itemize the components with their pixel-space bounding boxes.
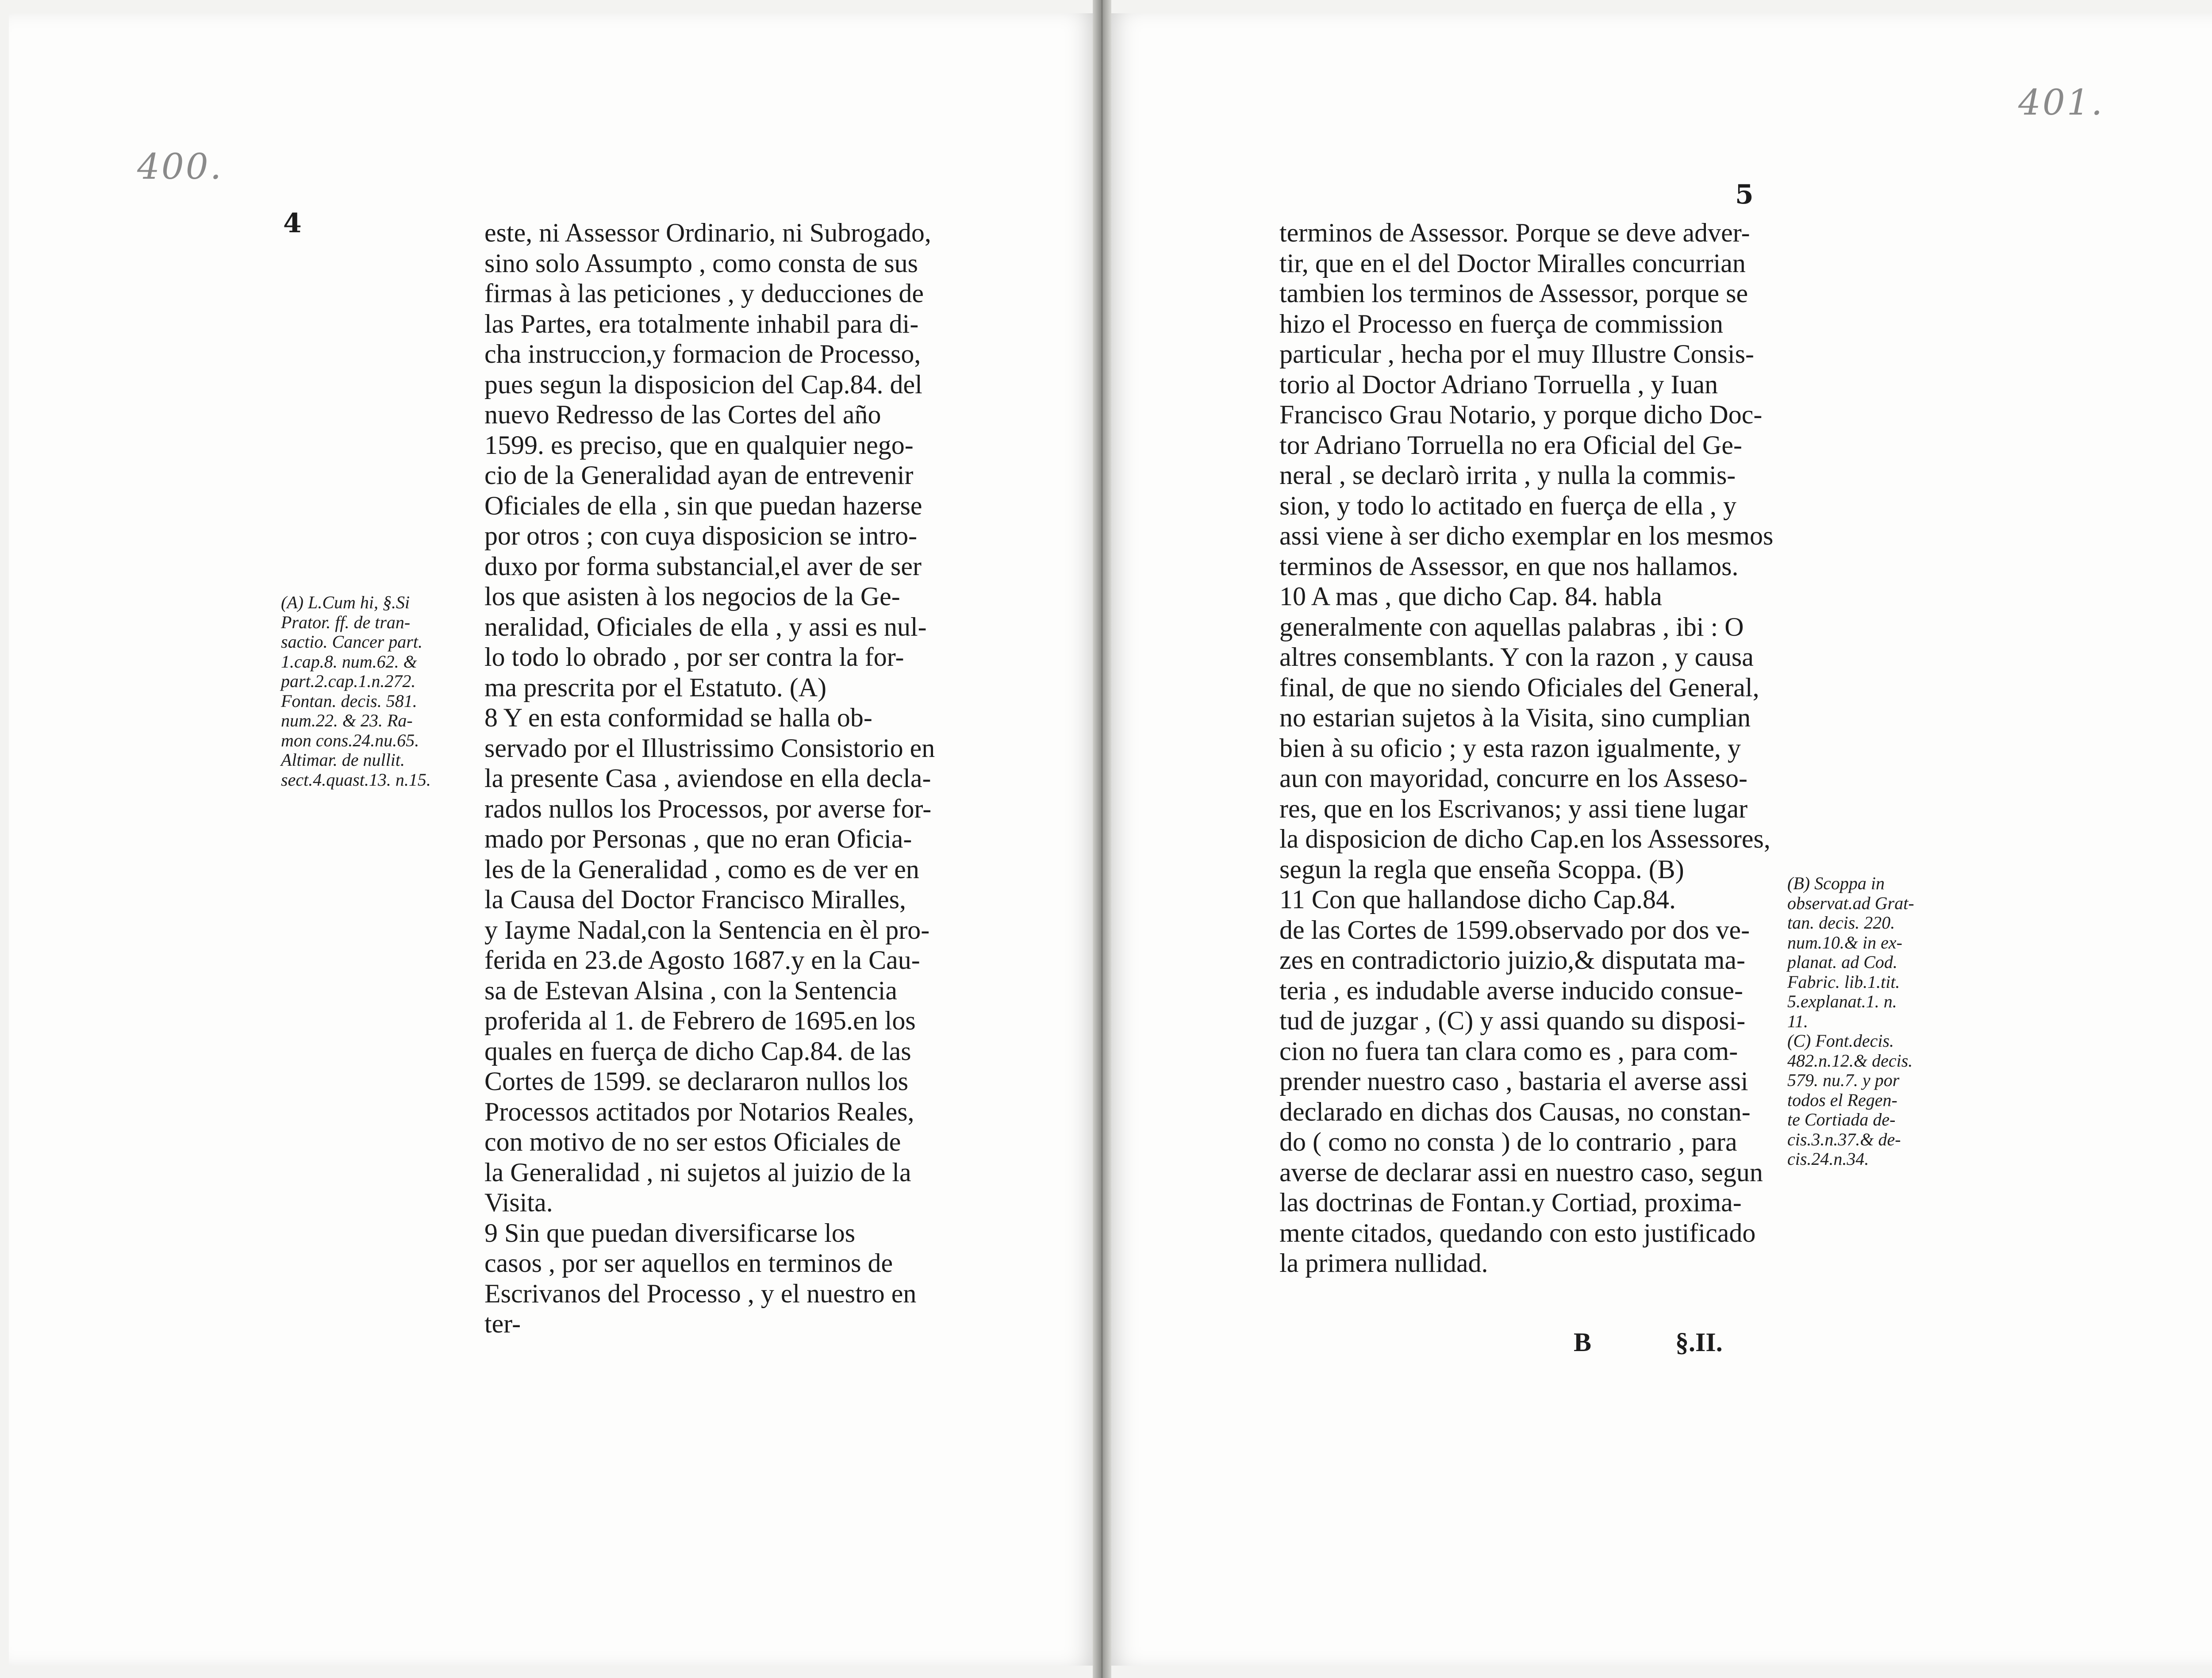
side-note-line: (C) Font.decis.	[1787, 1031, 1894, 1051]
side-note-line: Fontan. decis. 581.	[281, 691, 417, 711]
side-note-line: te Cortiada de-	[1787, 1110, 1896, 1129]
text-line: tud de juzgar , (C) y assi quando su disposi-	[1279, 1006, 1746, 1035]
text-line: sion, y todo lo actitado en fuerça de ella , y	[1279, 491, 1736, 520]
text-line: los que asisten à los negocios de la Ge-	[484, 582, 900, 611]
text-line: tambien los terminos de Assessor, porque se	[1279, 279, 1748, 308]
text-line: pues segun la disposicion del Cap.84. del	[484, 369, 922, 399]
text-line: particular , hecha por el muy Illustre Consis-	[1279, 339, 1755, 369]
text-line: servado por el Illustrissimo Consistorio en	[484, 733, 935, 763]
text-line: Processos actitados por Notarios Reales,	[484, 1097, 914, 1126]
text-line: por otros ; con cuya disposicion se intro-	[484, 521, 918, 550]
side-note-line: (A) L.Cum hi, §.Si	[281, 592, 410, 612]
text-line: cha instruccion,y formacion de Processo,	[484, 339, 921, 369]
text-line: generalmente con aquellas palabras , ibi : O	[1279, 612, 1744, 641]
side-note-line: todos el Regen-	[1787, 1090, 1897, 1110]
text-line: altres consemblants. Y con la razon , y causa	[1279, 642, 1754, 672]
right-handwritten-folio: 401.	[2018, 82, 2104, 123]
text-line: ter-	[484, 1309, 521, 1338]
text-line: segun la regla que enseña Scoppa. (B)	[1279, 854, 1684, 884]
text-line: terminos de Assessor, en que nos hallamos.	[1279, 551, 1739, 581]
side-note-line: planat. ad Cod.	[1787, 952, 1897, 972]
side-note-line: cis.3.n.37.& de-	[1787, 1129, 1901, 1149]
text-line: la Generalidad , ni sujetos al juizio de la	[484, 1157, 911, 1187]
side-note-line: observat.ad Grat-	[1787, 893, 1914, 913]
side-note-line: Fabric. lib.1.tit.	[1787, 971, 1900, 992]
side-note-line: Altimar. de nullit.	[281, 750, 405, 770]
side-note-line: tan. decis. 220.	[1787, 913, 1895, 933]
text-line: no estarian sujetos à la Visita, sino cumplian	[1279, 703, 1751, 732]
text-line: 9 Sin que puedan diversificarse los	[484, 1218, 856, 1248]
text-line: proferida al 1. de Febrero de 1695.en los	[484, 1006, 916, 1035]
text-line: 11 Con que hallandose dicho Cap.84.	[1279, 885, 1676, 914]
side-note-line: num.10.& in ex-	[1787, 932, 1902, 952]
text-line: Escrivanos del Processo , y el nuestro en	[484, 1279, 917, 1308]
text-line: con motivo de no ser estos Oficiales de	[484, 1127, 901, 1156]
text-line: firmas à las peticiones , y deducciones de	[484, 279, 924, 308]
right-side-note	[1787, 874, 1914, 1169]
text-line: Visita.	[484, 1188, 553, 1217]
right-page	[1111, 13, 2212, 1666]
text-line: rados nullos los Processos, por averse for-	[484, 794, 932, 823]
text-line: de las Cortes de 1599.observado por dos ve-	[1279, 915, 1750, 945]
left-side-note	[281, 593, 431, 790]
side-note-line: 11.	[1787, 1011, 1809, 1031]
text-line: la primera nullidad.	[1279, 1248, 1488, 1278]
text-line: zes en contradictorio juizio,& disputata ma-	[1279, 945, 1745, 975]
catchword: §.II.	[1675, 1328, 1723, 1357]
text-line: final, de que no siendo Oficiales del General,	[1279, 672, 1759, 702]
text-line: sino solo Assumpto , como consta de sus	[484, 248, 918, 278]
side-note-line: part.2.cap.1.n.272.	[281, 671, 416, 691]
text-line: averse de declarar assi en nuestro caso, segun	[1279, 1157, 1763, 1187]
text-line: quales en fuerça de dicho Cap.84. de las	[484, 1036, 911, 1066]
text-line: Cortes de 1599. se declararon nullos los	[484, 1067, 909, 1096]
right-main-text	[1279, 218, 1773, 1279]
text-line: neral , se declarò irrita , y nulla la commis-	[1279, 461, 1736, 490]
text-line: neralidad, Oficiales de ella , y assi es nul-	[484, 612, 927, 641]
text-line: cio de la Generalidad ayan de entrevenir	[484, 461, 914, 490]
text-line: este, ni Assessor Ordinario, ni Subrogado,	[484, 218, 931, 247]
text-line: bien à su oficio ; y esta razon igualmente, y	[1279, 733, 1741, 763]
right-page-number: 5	[1735, 179, 1754, 210]
text-line: 10 A mas , que dicho Cap. 84. habla	[1279, 582, 1662, 611]
text-line: mado por Personas , que no eran Oficia-	[484, 824, 912, 853]
text-line: aun con mayoridad, concurre en los Asseso-	[1279, 764, 1748, 793]
text-line: tir, que en el del Doctor Miralles concurrian	[1279, 248, 1746, 278]
side-note-line: sactio. Cancer part.	[281, 632, 422, 652]
left-handwritten-folio: 400.	[137, 146, 223, 187]
side-note-line: sect.4.quast.13. n.15.	[281, 769, 431, 790]
text-line: ma prescrita por el Estatuto. (A)	[484, 672, 827, 702]
text-line: casos , por ser aquellos en terminos de	[484, 1248, 893, 1278]
side-note-line: 5.explanat.1. n.	[1787, 991, 1897, 1011]
text-line: Francisco Grau Notario, y porque dicho Doc-	[1279, 400, 1763, 429]
text-line: la presente Casa , aviendose en ella decla-	[484, 764, 931, 793]
text-line: torio al Doctor Adriano Torruella , y Iuan	[1279, 369, 1718, 399]
left-page	[9, 13, 1093, 1666]
text-line: terminos de Assessor. Porque se deve adver-	[1279, 218, 1750, 247]
signature-mark: B	[1574, 1328, 1592, 1357]
text-line: Oficiales de ella , sin que puedan hazerse	[484, 491, 922, 520]
text-line: cion no fuera tan clara como es , para com-	[1279, 1036, 1738, 1066]
side-note-line: 1.cap.8. num.62. &	[281, 651, 417, 672]
text-line: 1599. es preciso, que en qualquier nego-	[484, 430, 914, 460]
text-line: ferida en 23.de Agosto 1687.y en la Cau-	[484, 945, 920, 975]
text-line: la Causa del Doctor Francisco Miralles,	[484, 885, 906, 914]
text-line: declarado en dichas dos Causas, no constan-	[1279, 1097, 1751, 1126]
left-page-number: 4	[283, 208, 302, 239]
side-note-line: Prator. ff. de tran-	[281, 612, 411, 632]
side-note-line: 482.n.12.& decis.	[1787, 1050, 1913, 1071]
side-note-line: cis.24.n.34.	[1787, 1149, 1869, 1169]
text-line: sa de Estevan Alsina , con la Sentencia	[484, 975, 898, 1005]
text-line: tor Adriano Torruella no era Oficial del Ge-	[1279, 430, 1742, 460]
text-line: las doctrinas de Fontan.y Cortiad, proxima-	[1279, 1188, 1742, 1217]
text-line: las Partes, era totalmente inhabil para di-	[484, 309, 919, 338]
book-gutter	[1093, 0, 1111, 1678]
text-line: prender nuestro caso , bastaria el averse assi	[1279, 1067, 1748, 1096]
text-line: duxo por forma substancial,el aver de ser	[484, 551, 922, 581]
text-line: assi viene à ser dicho exemplar en los mesmos	[1279, 521, 1774, 550]
side-note-line: 579. nu.7. y por	[1787, 1070, 1900, 1090]
text-line: les de la Generalidad , como es de ver en	[484, 854, 919, 884]
side-note-line: (B) Scoppa in	[1787, 873, 1885, 893]
side-note-line: num.22. & 23. Ra-	[281, 710, 413, 730]
text-line: 8 Y en esta conformidad se halla ob-	[484, 703, 872, 732]
side-note-line: mon cons.24.nu.65.	[281, 730, 419, 750]
text-line: la disposicion de dicho Cap.en los Assessores,	[1279, 824, 1770, 853]
text-line: mente citados, quedando con esto justificado	[1279, 1218, 1756, 1248]
left-main-text	[484, 218, 935, 1339]
text-line: hizo el Processo en fuerça de commission	[1279, 309, 1724, 338]
text-line: nuevo Redresso de las Cortes del año	[484, 400, 881, 429]
text-line: teria , es indudable averse inducido consue-	[1279, 975, 1743, 1005]
text-line: res, que en los Escrivanos; y assi tiene lugar	[1279, 794, 1748, 823]
text-line: lo todo lo obrado , por ser contra la for-	[484, 642, 904, 672]
text-line: y Iayme Nadal,con la Sentencia en èl pro-	[484, 915, 930, 945]
text-line: do ( como no consta ) de lo contrario , para	[1279, 1127, 1737, 1156]
